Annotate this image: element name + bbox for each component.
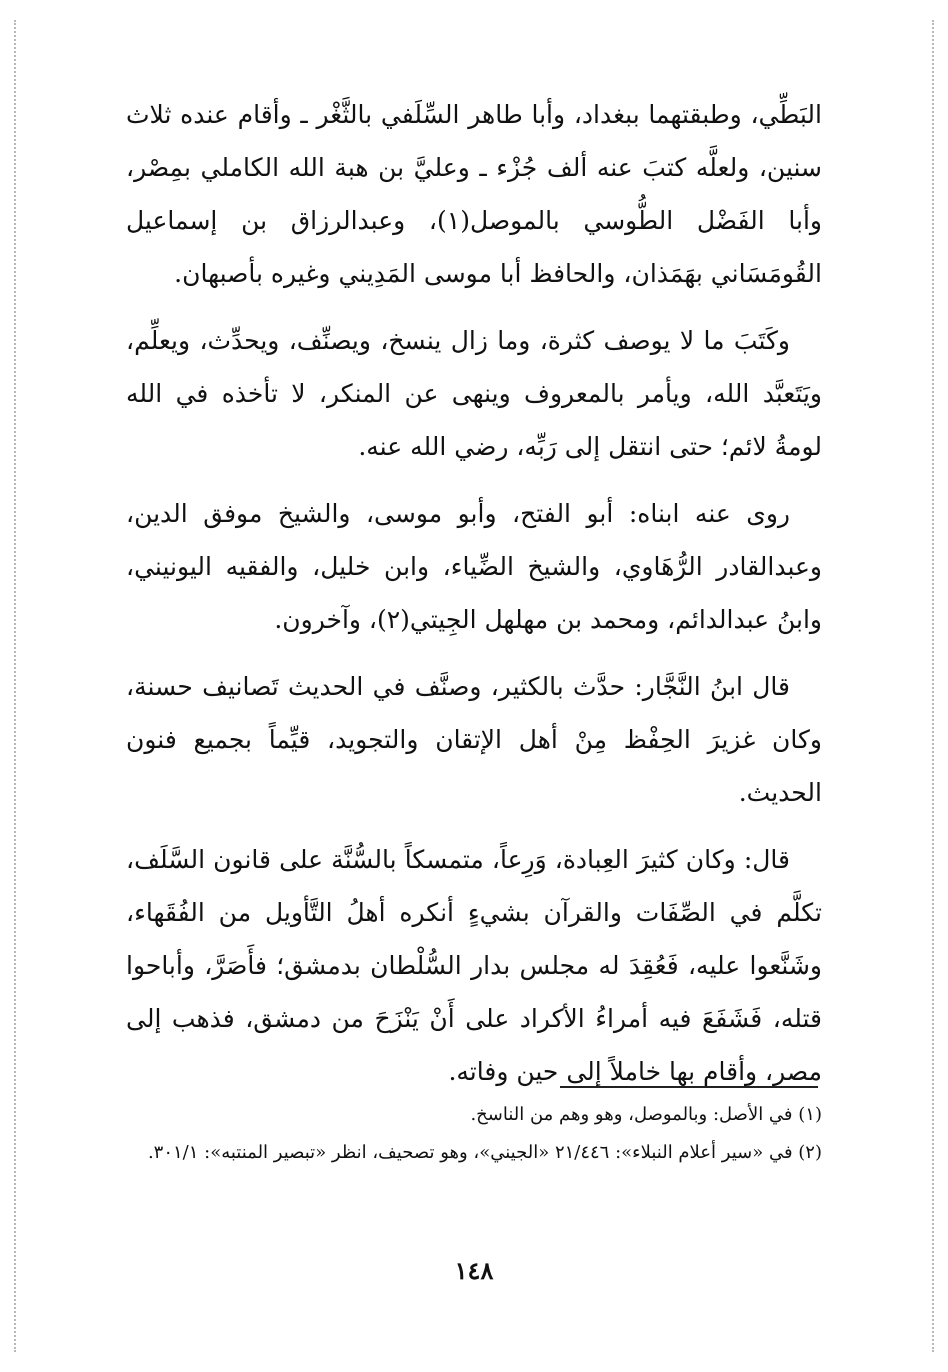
footnotes bbox=[126, 1096, 822, 1172]
footnote-1: (١) في الأصل: وبالموصل، وهو وهم من الناسخ. bbox=[470, 1104, 822, 1125]
paragraph-3: روى عنه ابناه: أبو الفتح، وأبو موسى، والشيخ موفق الدين، وعبدالقادر الرُّهَاوي، والشيخ الضِّياء، وابن خليل، والفقيه اليونيني، وابنُ عبدالدائم، ومحمد بن مهلهل الجِيتي(٢)، وآخرون. bbox=[126, 499, 822, 634]
page-number: ١٤٨ bbox=[454, 1256, 494, 1285]
footnote-2: (٢) في «سير أعلام النبلاء»: ٢١/٤٤٦ «الجيني»، وهو تصحيف، انظر «تبصير المنتبه»: ٣٠١/١. bbox=[147, 1142, 822, 1163]
scan-edge-right bbox=[932, 20, 934, 1352]
scan-edge-left bbox=[14, 20, 16, 1352]
paragraph-1: البَطِّي، وطبقتهما ببغداد، وأبا طاهر السِّلَفي بالثَّغْر ـ وأقام عنده ثلاث سنين، ولعلَّه كتبَ عنه ألف جُزْء ـ وعليَّ بن هبة الله الكاملي بمِصْر، وأبا الفَضْل الطُّوسي بالموصل(١)، وعبدالرزاق بن إسماعيل القُومَسَاني بهَمَذان، والحافظ أبا موسى المَدِيني وغيره بأصبهان. bbox=[126, 100, 822, 288]
footnote-divider bbox=[560, 1086, 818, 1088]
paragraph-2: وكَتَبَ ما لا يوصف كثرة، وما زال ينسخ، ويصنِّف، ويحدِّث، ويعلِّم، ويَتَعبَّد الله، ويأمر بالمعروف وينهى عن المنكر، لا تأخذه في الله لومةُ لائم؛ حتى انتقل إلى رَبِّه، رضي الله عنه. bbox=[126, 326, 822, 461]
paragraph-4: قال ابنُ النَّجَّار: حدَّث بالكثير، وصنَّف في الحديث تَصانيف حسنة، وكان غزيرَ الحِفْظ مِنْ أهل الإتقان والتجويد، قيِّماً بجميع فنون الحديث. bbox=[126, 672, 822, 807]
paragraph-5: قال: وكان كثيرَ العِبادة، وَرِعاً، متمسكاً بالسُّنَّة على قانون السَّلَف، تكلَّم في الصِّفَات والقرآن بشيءٍ أنكره أهلُ التَّأويل من الفُقَهاء، وشَنَّعوا عليه، فَعُقِدَ له مجلس بدار السُّلْطان بدمشق؛ فأَصَرَّ، وأباحوا قتله، فَشَفَعَ فيه أمراءُ الأكراد على أَنْ يَنْزَحَ من دمشق، فذهب إلى مصر، وأقام بها خاملاً إلى حين وفاته. bbox=[126, 845, 822, 1086]
page-body bbox=[126, 88, 822, 1112]
